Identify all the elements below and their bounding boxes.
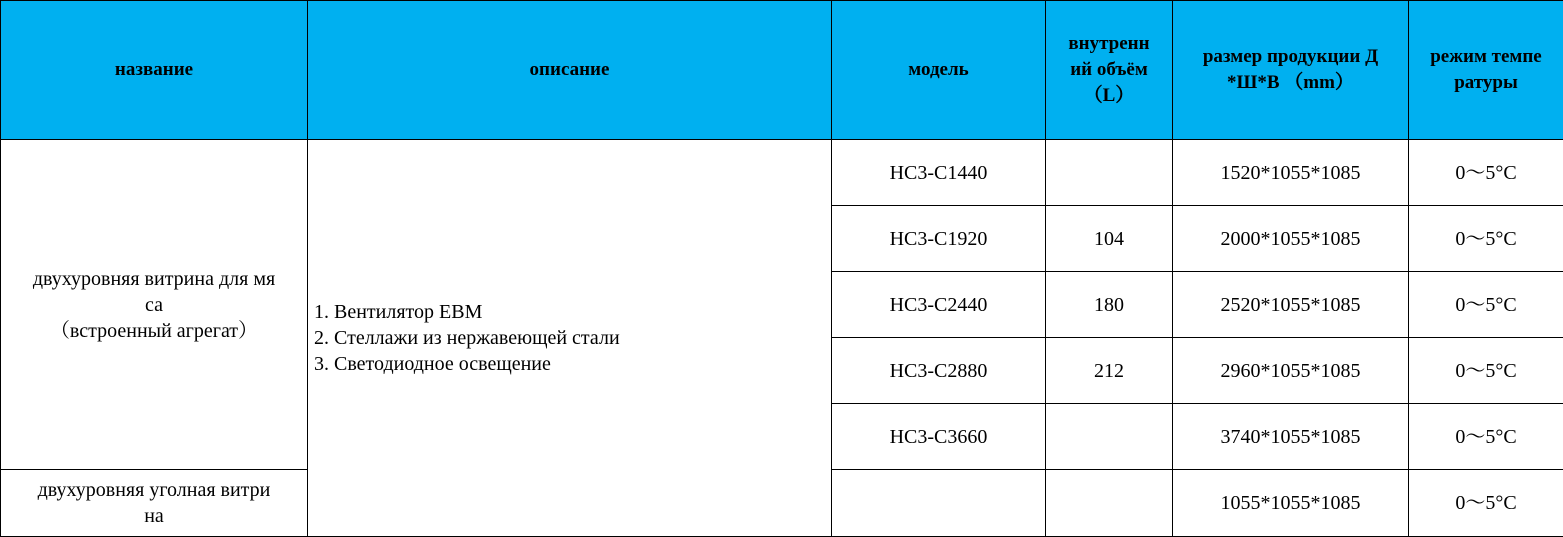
header-temperature-line: ратуры	[1412, 70, 1560, 96]
description-line: 2. Стеллажи из нержавеющей стали	[314, 325, 828, 351]
product-name-line: （встроенный агрегат）	[4, 318, 304, 344]
size-cell: 2960*1055*1085	[1173, 338, 1409, 404]
table-row	[1, 140, 1563, 206]
model-cell: HC3-C2880	[832, 338, 1046, 404]
header-size-line: *Ш*В （mm）	[1176, 70, 1405, 96]
header-model: модель	[832, 1, 1046, 140]
header-name: название	[1, 1, 308, 140]
size-cell: 3740*1055*1085	[1173, 404, 1409, 470]
description-line: 1. Вентилятор EBM	[314, 299, 828, 325]
size-cell: 2520*1055*1085	[1173, 272, 1409, 338]
volume-cell: 180	[1046, 272, 1173, 338]
header-volume-line: ий объём	[1049, 57, 1169, 83]
header-temperature-line: режим темпе	[1412, 44, 1560, 70]
model-cell: HC3-C1920	[832, 206, 1046, 272]
volume-cell	[1046, 140, 1173, 206]
model-cell: HC3-C3660	[832, 404, 1046, 470]
size-cell: 2000*1055*1085	[1173, 206, 1409, 272]
header-temperature	[1409, 1, 1563, 140]
temperature-cell: 0～5°C	[1409, 470, 1563, 537]
temperature-cell: 0～5°C	[1409, 206, 1563, 272]
temperature-cell: 0～5°C	[1409, 338, 1563, 404]
size-cell: 1055*1055*1085	[1173, 470, 1409, 537]
model-cell: HC3-C2440	[832, 272, 1046, 338]
description-line: 3. Светодиодное освещение	[314, 351, 828, 377]
description-cell	[308, 140, 832, 537]
volume-cell: 104	[1046, 206, 1173, 272]
product-name-cell	[1, 140, 308, 470]
product-name-line: на	[4, 503, 304, 529]
header-volume-line: （L）	[1049, 83, 1169, 109]
model-cell: HC3-C1440	[832, 140, 1046, 206]
product-name-line: двухуровняя уголная витри	[4, 477, 304, 503]
header-size	[1173, 1, 1409, 140]
volume-cell	[1046, 404, 1173, 470]
model-cell	[832, 470, 1046, 537]
product-name-line: са	[4, 292, 304, 318]
header-volume-line: внутренн	[1049, 31, 1169, 57]
header-row	[1, 1, 1563, 140]
product-name-cell	[1, 470, 308, 537]
temperature-cell: 0～5°C	[1409, 272, 1563, 338]
volume-cell: 212	[1046, 338, 1173, 404]
volume-cell	[1046, 470, 1173, 537]
size-cell: 1520*1055*1085	[1173, 140, 1409, 206]
header-volume	[1046, 1, 1173, 140]
product-name-line: двухуровняя витрина для мя	[4, 266, 304, 292]
header-size-line: размер продукции Д	[1176, 44, 1405, 70]
temperature-cell: 0～5°C	[1409, 404, 1563, 470]
header-description: описание	[308, 1, 832, 140]
temperature-cell: 0～5°C	[1409, 140, 1563, 206]
